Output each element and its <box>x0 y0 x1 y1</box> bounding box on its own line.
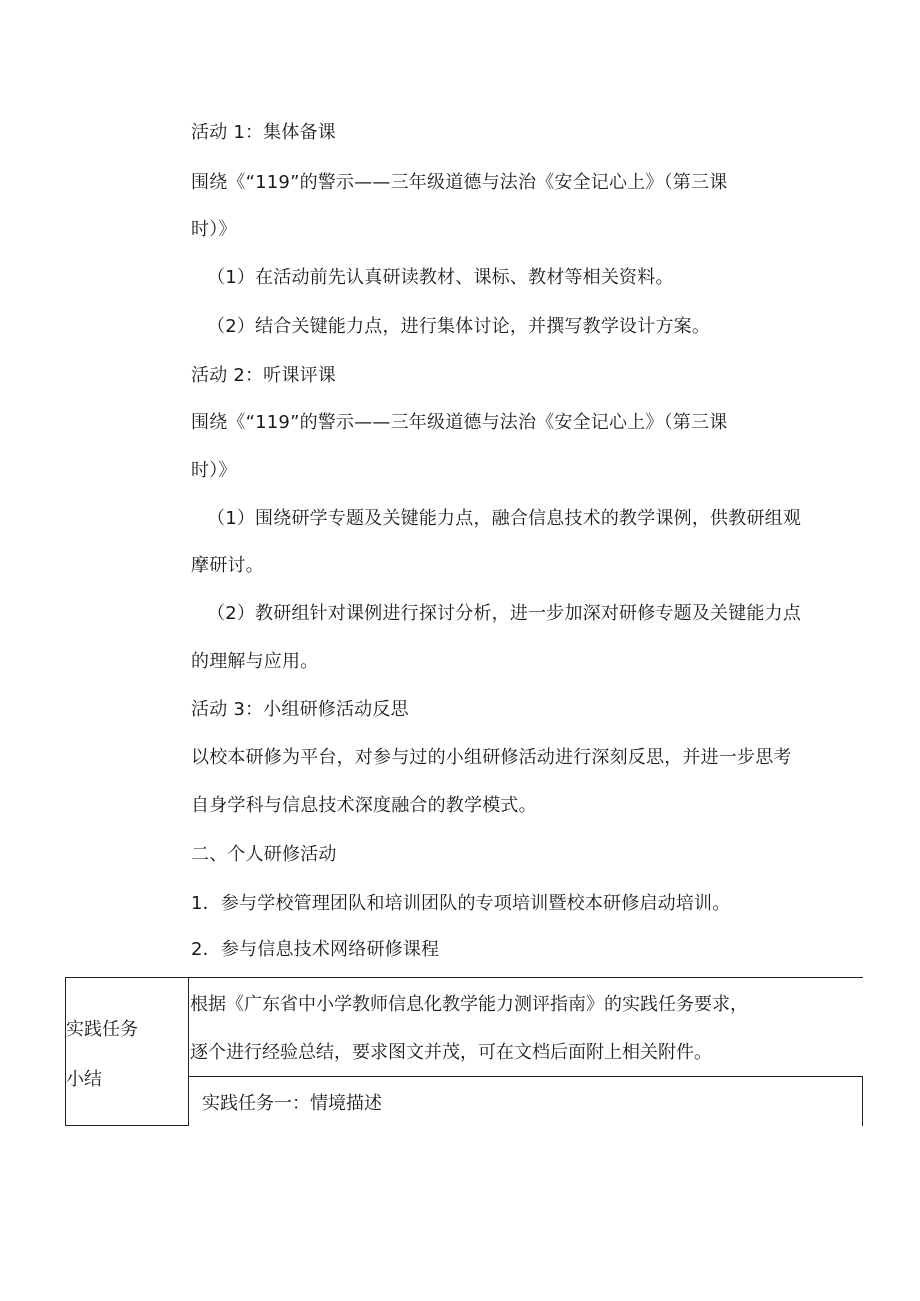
activity-1-title: 活动 1：集体备课 <box>191 122 336 143</box>
activity-3-body-line2: 自身学科与信息技术深度融合的教学模式。 <box>191 795 537 816</box>
activity-1-topic-line2: 时）》 <box>191 219 237 240</box>
activity-1-item-2: （2）结合关键能力点，进行集体讨论，并撰写教学设计方案。 <box>207 316 711 337</box>
personal-item-1: 1．参与学校管理团队和培训团队的专项培训暨校本研修启动培训。 <box>191 893 731 914</box>
table-left-label-line2: 小结 <box>66 1069 102 1090</box>
activity-2-item-2-line2: 的理解与应用。 <box>191 651 319 672</box>
personal-item-2: 2．参与信息技术网络研修课程 <box>191 939 440 960</box>
table-right-text-line1: 根据《广东省中小学教师信息化教学能力测评指南》的实践任务要求， <box>190 994 748 1015</box>
activity-3-title: 活动 3：小组研修活动反思 <box>191 699 409 720</box>
table-border-top <box>65 977 863 978</box>
table-right-text-line2: 逐个进行经验总结，要求图文并茂，可在文档后面附上相关附件。 <box>190 1042 712 1063</box>
personal-heading: 二、个人研修活动 <box>191 844 337 865</box>
table-border-bottom-left <box>65 1125 189 1126</box>
activity-1-topic-line1: 围绕《“119”的警示——三年级道德与法治《安全记心上》（第三课 <box>191 172 728 193</box>
activity-2-topic-line2: 时）》 <box>191 460 237 481</box>
table-border-left <box>65 977 66 1126</box>
activity-2-title: 活动 2：听课评课 <box>191 365 336 386</box>
table-border-right <box>862 1076 863 1126</box>
table-task1-label: 实践任务一：情境描述 <box>202 1093 382 1114</box>
table-column-divider <box>188 977 189 1126</box>
activity-1-item-1: （1）在活动前先认真研读教材、课标、教材等相关资料。 <box>207 267 674 288</box>
activity-2-item-2-line1: （2）教研组针对课例进行探讨分析，进一步加深对研修专题及关键能力点 <box>207 603 802 624</box>
table-left-label-line1: 实践任务 <box>66 1019 138 1040</box>
activity-2-topic-line1: 围绕《“119”的警示——三年级道德与法治《安全记心上》（第三课 <box>191 412 728 433</box>
table-inner-row-divider <box>188 1076 863 1077</box>
activity-2-item-1-line2: 摩研讨。 <box>191 555 264 576</box>
activity-2-item-1-line1: （1）围绕研学专题及关键能力点，融合信息技术的教学课例，供教研组观 <box>207 508 802 529</box>
activity-3-body-line1: 以校本研修为平台，对参与过的小组研修活动进行深刻反思，并进一步思考 <box>191 747 792 768</box>
